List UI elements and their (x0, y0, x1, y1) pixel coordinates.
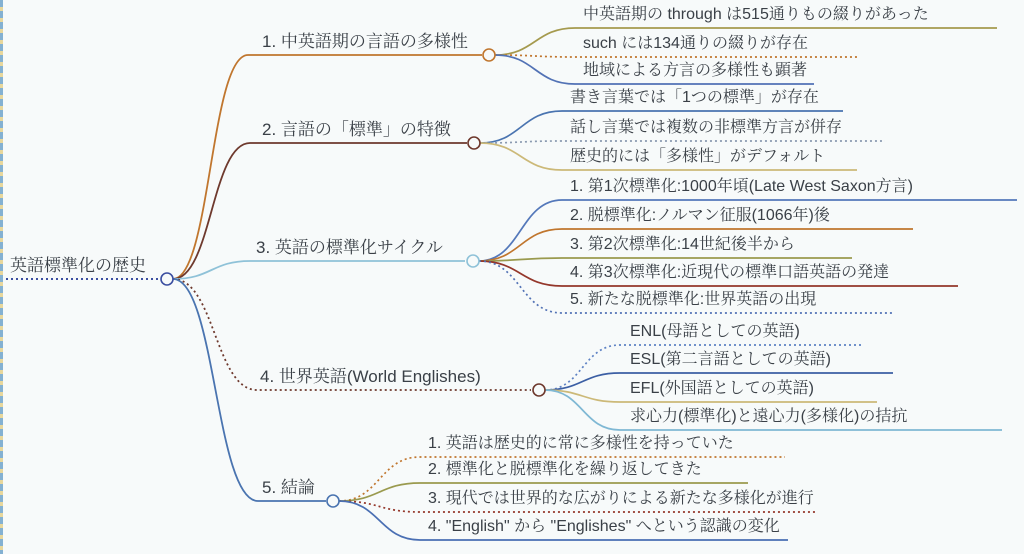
child-node-label[interactable]: ENL(母語としての英語) (630, 323, 800, 340)
child-link (480, 141, 885, 143)
collapse-circle[interactable] (161, 273, 173, 285)
collapse-circle[interactable] (467, 255, 479, 267)
collapse-circle[interactable] (533, 384, 545, 396)
branch-node-label[interactable]: 5. 結論 (262, 478, 315, 497)
collapse-circle[interactable] (327, 495, 339, 507)
child-node-label[interactable]: 話し言葉では複数の非標準方言が併存 (570, 119, 843, 136)
branch-node-label[interactable]: 1. 中英語期の言語の多様性 (262, 32, 468, 51)
child-node-label[interactable]: 地域による方言の多様性も顕著 (583, 62, 808, 79)
child-link (479, 258, 852, 261)
collapse-circle[interactable] (483, 49, 495, 61)
child-node-label[interactable]: 4. 第3次標準化:近現代の標準口語英語の発達 (570, 264, 890, 281)
branch-link (173, 261, 465, 279)
branch-link (173, 279, 326, 501)
child-node-label[interactable]: 1. 第1次標準化:1000年頃(Late West Saxon方言) (570, 178, 913, 195)
child-node-label[interactable]: 中英語期の through は515通りもの綴りがあった (583, 6, 929, 23)
child-node-label[interactable]: 3. 現代では世界的な広がりによる新たな多様化が進行 (428, 490, 814, 507)
branch-node-label[interactable]: 2. 言語の「標準」の特徴 (262, 120, 451, 139)
child-node-label[interactable]: ESL(第二言語としての英語) (630, 351, 831, 368)
child-node-label[interactable]: 1. 英語は歴史的に常に多様性を持っていた (428, 435, 734, 452)
root-node-label[interactable]: 英語標準化の歴史 (10, 256, 146, 275)
child-node-label[interactable]: 5. 新たな脱標準化:世界英語の出現 (570, 291, 817, 308)
child-link (495, 55, 857, 57)
child-node-label[interactable]: 3. 第2次標準化:14世紀後半から (570, 236, 795, 253)
child-node-label[interactable]: 書き言葉では「1つの標準」が存在 (570, 89, 819, 106)
collapse-circle[interactable] (468, 137, 480, 149)
child-node-label[interactable]: 2. 脱標準化:ノルマン征服(1066年)後 (570, 207, 830, 224)
child-node-label[interactable]: such には134通りの綴りが存在 (583, 35, 808, 52)
branch-link (173, 143, 467, 279)
child-node-label[interactable]: 2. 標準化と脱標準化を繰り返してきた (428, 461, 702, 478)
branch-node-label[interactable]: 4. 世界英語(World Englishes) (260, 367, 481, 386)
child-node-label[interactable]: 求心力(標準化)と遠心力(多様化)の拮抗 (630, 408, 908, 425)
child-node-label[interactable]: 4. "English" から "Englishes" へという認識の変化 (428, 518, 780, 535)
child-node-label[interactable]: 歴史的には「多様性」がデフォルト (570, 148, 826, 165)
branch-node-label[interactable]: 3. 英語の標準化サイクル (256, 238, 443, 257)
child-node-label[interactable]: EFL(外国語としての英語) (630, 380, 815, 397)
